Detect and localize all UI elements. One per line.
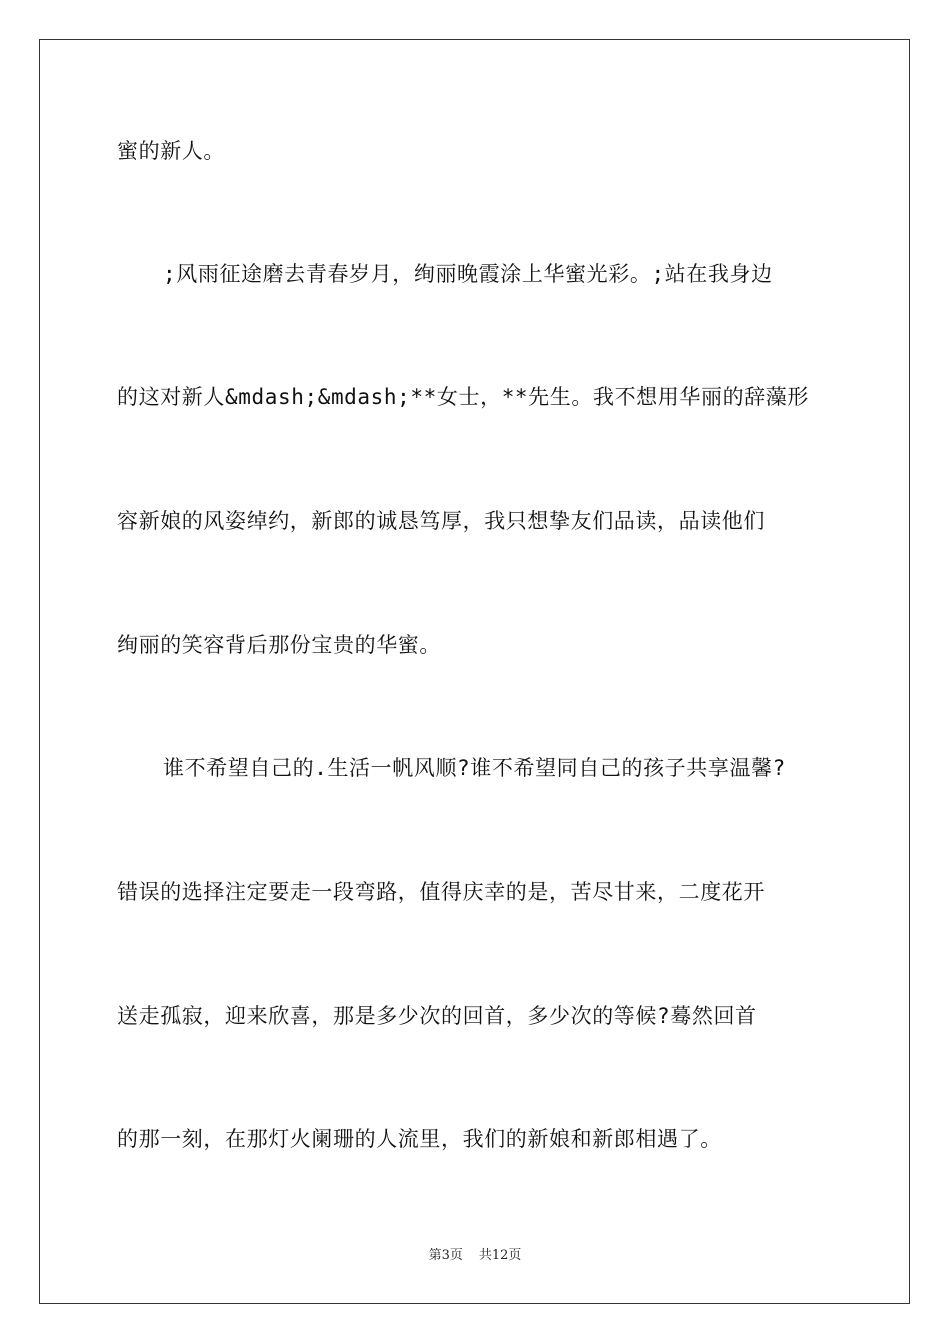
text-line: 容新娘的风姿绰约，新郎的诚恳笃厚，我只想挚友们品读，品读他们: [117, 509, 765, 533]
page-border: [39, 39, 910, 1304]
text-line: 的那一刻，在那灯火阑珊的人流里，我们的新娘和新郎相遇了。: [117, 1127, 722, 1151]
text-line: 送走孤寂，迎来欣喜，那是多少次的回首，多少次的等候?蓦然回首: [117, 1004, 757, 1028]
page-footer: [0, 1248, 950, 1264]
total-pages: 共12页: [478, 1248, 522, 1263]
text-line: 错误的选择注定要走一段弯路，值得庆幸的是，苦尽甘来，二度花开: [117, 880, 765, 904]
text-line: ;风雨征途磨去青春岁月，绚丽晚霞涂上华蜜光彩。;站在我身边: [163, 262, 773, 286]
text-line: 蜜的新人。: [117, 139, 225, 163]
text-line: 谁不希望自己的.生活一帆风顺?谁不希望同自己的孩子共享温馨?: [163, 756, 786, 780]
page-number: 第3页: [428, 1248, 463, 1263]
text-line: 的这对新人&mdash;&mdash;**女士，**先生。我不想用华丽的辞藻形: [117, 385, 809, 409]
text-line: 绚丽的笑容背后那份宝贵的华蜜。: [117, 633, 441, 657]
